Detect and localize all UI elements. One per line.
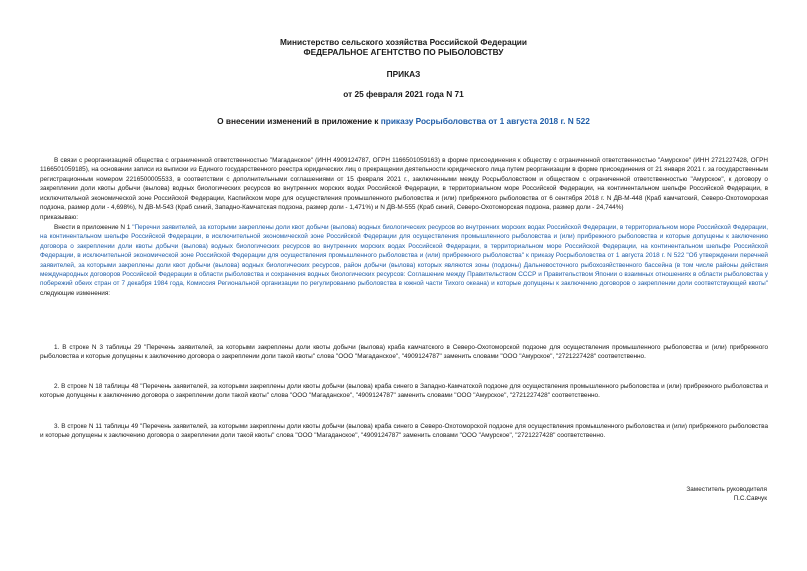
order-522-link[interactable]: приказу Росрыболовства от 1 августа 2018 г. N 522 <box>380 116 590 126</box>
amendment-intro-suffix: следующие изменения: <box>40 289 111 297</box>
signer-position: Заместитель руководителя <box>686 486 767 493</box>
amendment-intro-paragraph <box>40 223 768 298</box>
order-word: приказываю: <box>40 214 78 221</box>
document-title <box>0 116 807 126</box>
agency-heading: ФЕДЕРАЛЬНОЕ АГЕНТСТВО ПО РЫБОЛОВСТВУ <box>303 47 504 57</box>
amendment-item-2: 2. В строке N 18 таблицы 48 "Перечень заявителей, за которыми закреплены доли квоты добычи (вылова) краба синего в Западно-Камчатской подзоне для осуществления промышленного рыболовства и (или) прибрежного рыболовства и которые допущены к заключению договора о закреплении доли такой квоты" слова "ООО "Магаданское", "4909124787" заменить словами "ООО "Амурское", "2721227428" соответственно. <box>40 383 768 400</box>
appendix-1-link[interactable]: "Перечни заявителей, за которыми закреплены доли квот добычи (вылова) водных биологических ресурсов во внутренних морских водах Российской Федерации, в территориальном море Российской Федерации, на континентальном шельфе Российской Федерации, в исключительной экономической зоне Российской Федерации для осуществления промышленного рыболовства и (или) прибрежного рыболовства и которые допущены к заключению договора о закреплении доли квоты добычи (вылова) водных биологических ресурсов во внутренних морских водах Российской Федерации, в территориальном море Российской Федерации, на континентальном шельфе Российской Федерации, в исключительной экономической зоне Российской Федерации для осуществления промышленного рыболовства и (или) прибрежного рыболовства" к приказу Росрыболовства от 1 августа 2018 г. N 522 "Об утверждении перечней заявителей, за которыми закреплены доли квот добычи (вылова) водных биологических ресурсов, район добычи (вылова) которых являются зоны (подзоны) Дальневосточного рыбохозяйственного бассейна (в том числе районы действия международных договоров Российской Федерации в области рыболовства и сохранения водных биологических ресурсов: Соглашение между Правительством СССР и Правительством Японии о взаимных отношениях в области рыболовства у побережий обеих стран от 7 декабря 1984 года, Комиссия Региональной организации по регулированию рыболовства в южной части Тихого океана) и которые допущены к заключению договоров о закреплении доли соответствующей квоты" <box>40 224 768 288</box>
amendment-item-3: 3. В строке N 11 таблицы 49 "Перечень заявителей, за которыми закреплены доли квоты добычи (вылова) краба синего в Северо-Охотоморской подзоне для осуществления промышленного рыболовства и (или) прибрежного рыболовства и которые допущены к заключению договора о закреплении доли такой квоты" слова "ООО "Магаданское", "4909124787" заменить словами "ООО "Амурское", "2721227428" соответственно. <box>40 423 768 440</box>
title-prefix: О внесении изменений в приложение к <box>217 116 381 126</box>
signature-block <box>686 485 767 504</box>
amendment-intro-prefix: Внести в приложение N 1 <box>54 224 133 231</box>
amendment-item-1: 1. В строке N 3 таблицы 29 "Перечень заявителей, за которыми закреплены доли квоты добычи (вылова) краба камчатского в Северо-Охотоморской подзоне для осуществления промышленного рыболовства и (или) прибрежного рыболовства и которые допущены к заключению договора о закреплении доли такой квоты" слова "ООО "Магаданское", "4909124787" заменить словами "ООО "Амурское", "2721227428" соответственно. <box>40 344 768 361</box>
ministry-heading: Министерство сельского хозяйства Российской Федерации <box>280 37 527 47</box>
doc-type-heading: ПРИКАЗ <box>386 69 421 79</box>
signer-name: П.С.Савчук <box>733 495 767 503</box>
date-number-heading: от 25 февраля 2021 года N 71 <box>343 89 464 99</box>
preamble-paragraph: В связи с реорганизацией общества с ограниченной ответственностью "Магаданское" (ИНН 4909124787, ОГРН 1166501059163) в форме присоединения к обществу с ограниченной ответственностью "Амурское" (ИНН 2721227428, ОГРН 1166501059185), на основании записи из выписки из Единого государственного реестра юридических лиц о прекращении деятельности юридического лица путем реорганизации в форме присоединения от 21 января 2021 г. за государственным регистрационным номером 2216500005533, в соответствии с дополнительными соглашениями от 15 февраля 2021 г., заключенными между Росрыболовством и обществом с ограниченной ответственностью "Амурское", к договору о закреплении доли квоты добычи (вылова) водных биологических ресурсов во внутренних морских водах Российской Федерации, в территориальном море Российской Федерации, на континентальном шельфе Российской Федерации, в исключительной экономической зоне Российской Федерации, Каспийском море для осуществления промышленного рыболовства и (или) прибрежного рыболовства от 6 сентября 2018 г. N ДВ-М-448 (Краб камчатский, Северо-Охотоморская подзона, размер доли - 4,698%), N ДВ-М-543 (Краб синий, Западно-Камчатская подзона, размер доли - 1,471%) и N ДВ-М-555 (Краб синий, Северо-Охотоморская подзона, размер доли - 24,744%) <box>40 157 768 212</box>
